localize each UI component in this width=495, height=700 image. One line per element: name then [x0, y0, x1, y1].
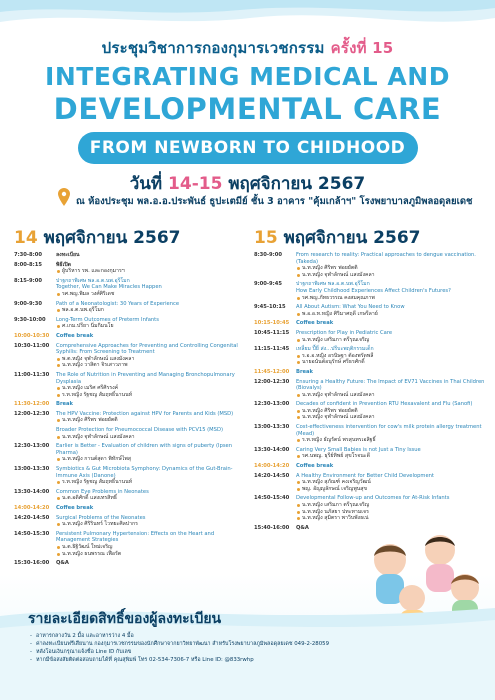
header: [0, 36, 495, 197]
edition-label: ครั้งที่ 15: [330, 39, 394, 57]
schedule-row: [14, 411, 246, 424]
speaker: ศ.เกม.ปรียา นิ่มกิมนโย: [56, 323, 246, 330]
session-time: 12:00-12:30: [254, 378, 290, 385]
session-time: 15:40-16:00: [254, 524, 290, 531]
session-time: 10:30-11:00: [14, 342, 50, 349]
session-content: [296, 369, 486, 376]
footer: [0, 598, 495, 700]
session-content: [296, 252, 486, 278]
speaker: รศ.พญ.พิมล วงศ์ศิริเดช: [56, 291, 246, 298]
speaker: น.ท.หญิง ศิริพร พ่อยยัตติ: [296, 408, 486, 415]
speaker: น.ท.หญิง เสริมภา ตรีรุณเจริญ: [296, 337, 486, 344]
session-time: 14:00-14:20: [254, 463, 290, 470]
schedule-row: [14, 343, 246, 369]
day1-month: พฤศจิกายน 2567: [43, 228, 181, 248]
schedule-row: [254, 330, 486, 343]
session-title: Long-Term Outcomes of Preterm Infants: [56, 316, 159, 323]
session-content: [56, 531, 246, 557]
session-title: Persistent Pulmonary Hypertension: Effects on the Heart and Management Strategies: [56, 530, 215, 544]
session-content: [296, 379, 486, 399]
session-title: Break: [296, 368, 313, 375]
speaker: น.ท.หญิง ศิริพร พ่อยยัตติ: [56, 417, 246, 424]
session-content: [56, 466, 246, 486]
session-title: The HPV Vaccine: Protection against HPV for Parents and Kids (MSD): [56, 410, 234, 417]
schedule-row: [254, 424, 486, 444]
speaker: นายอนันต์อนุรักษ์ ศรีธรศักดิ์: [296, 359, 486, 366]
speaker: น.ท.หญิง จุฬาลักษณ์ แสงมังคลา: [296, 392, 486, 399]
speaker: น.ต.อดิศักดิ์ แสงเทรสิทธิ์: [56, 495, 246, 502]
session-content: [56, 252, 246, 259]
session-title: Symbiotics & Gut Microbiota Symphony: Dynamics of the Gut-Brain-Immune Axis (Danone): [56, 466, 233, 479]
session-subtitle: Together, We Can Make Miracles Happen: [56, 284, 162, 291]
session-time: 11:00-11:30: [14, 371, 50, 378]
session-title: Coffee break: [296, 463, 334, 470]
session-content: [56, 278, 246, 298]
session-content: [56, 262, 246, 275]
session-title: Prescription for Play in Pediatric Care: [296, 329, 393, 336]
session-content: [56, 343, 246, 369]
session-time: 13:30-14:00: [254, 446, 290, 453]
schedule-row: [254, 281, 486, 301]
session-content: [56, 443, 246, 463]
schedule-row: [254, 346, 486, 366]
break-row: [14, 505, 246, 512]
speaker: รศ.นพญ. ธุรีย์ทิพย์ สุขโรจนะดี: [296, 453, 486, 460]
session-content: [296, 473, 486, 493]
session-title: Decades of confident in Prevention RTU Hexavalent and Flu (Sanofi): [296, 401, 473, 408]
speaker: น.ท.หญิง จุฬาลักษณ์ แสงมังคลา: [296, 414, 486, 421]
session-title: Coffee break: [296, 320, 334, 327]
speaker: น.ท.หญิง เมริศ ศรีศิรรงค์: [56, 385, 246, 392]
session-time: 12:30-13:00: [254, 401, 290, 408]
session-time: 9:45-10:15: [254, 304, 286, 311]
schedule-row: [14, 466, 246, 486]
session-time: 9:00-9:30: [14, 300, 42, 307]
day2-list: [254, 252, 486, 534]
session-title: เหลี่ยม ปี้ยี่ ส่ง...ปรีบะพฤติกรรมเด็ก: [296, 346, 374, 353]
schedule-row: [254, 447, 486, 460]
subtitle-pill: FROM NEWBORN TO CHIDHOOD: [78, 132, 418, 164]
schedule-row: [254, 495, 486, 521]
session-time: 8:00-8:15: [14, 261, 42, 268]
date-days: 14-15: [168, 174, 223, 194]
day1-number: 14: [14, 228, 38, 248]
session-time: 10:45-11:15: [254, 329, 290, 336]
speaker: ร.ท.หญิง ธัญรัตน์ พรสุนทรเอสิฐธิ์: [296, 437, 486, 444]
session-time: 13:00-13:30: [14, 466, 50, 473]
session-time: 10:00-10:30: [14, 332, 50, 339]
break-row: [14, 401, 246, 408]
main-title-line2: DEVELOPMENTAL CARE: [53, 92, 442, 126]
speaker: ผู้บริหาร รพ. และกองกุมารฯ: [56, 268, 246, 275]
session-time: 14:20-14:50: [254, 472, 290, 479]
session-content: [56, 372, 246, 398]
session-time: 14:50-15:40: [254, 495, 290, 502]
session-time: 15:30-16:00: [14, 560, 50, 567]
session-title: Earlier is Better - Evaluation of children with signs of puberty (Ipsen Pharma): [56, 443, 233, 456]
session-content: [296, 304, 486, 317]
session-title: พิธีเปิด: [56, 261, 72, 268]
speaker: ร.อ.อ.หญิง อรนิษฐา ต้องพรัดพลี: [296, 353, 486, 360]
session-time: 13:00-13:30: [254, 424, 290, 431]
session-content: [296, 401, 486, 421]
session-content: [56, 427, 246, 440]
speaker: น.ต.ธิฐิวัฒน์ ใหม่เจริญ: [56, 544, 246, 551]
speaker: น.ท.หญิง วาสิตา จิรเสาวภาพ: [56, 362, 246, 369]
session-title: Path of a Neonatologist: 30 Years of Experience: [56, 300, 180, 307]
session-content: [296, 424, 486, 444]
session-time: 7:30-8:00: [14, 252, 42, 258]
speaker: น.ท.หญิง จุฬาลักษณ์ แสงมังคลา: [296, 272, 486, 279]
session-title: Comprehensive Approaches for Preventing and Controlling Congenital Syphilis: From Screening to Treatment: [56, 342, 238, 356]
session-content: [296, 320, 486, 327]
session-time: 11:45-12:00: [254, 368, 290, 375]
schedule-row: [14, 301, 246, 314]
session-content: [56, 515, 246, 528]
session-title: A Healthy Environment for Better Child Development: [296, 472, 434, 479]
row-gap: [14, 567, 246, 570]
day1-heading: [14, 228, 246, 248]
session-time: 9:00-9:45: [254, 281, 282, 288]
session-title: From research to reality: Practical approaches to dengue vaccination. (Takeda): [296, 252, 476, 265]
session-title: Broader Protection for Pneumococcal Disease with PCV15 (MSD): [56, 427, 223, 434]
session-title: ลงทะเบียน: [56, 252, 80, 258]
session-title: Developmental Follow-up and Outcomes for At-Risk Infants: [296, 495, 450, 502]
footer-title: รายละเอียดสิทธิ์ของผู้ลงทะเบียน: [28, 611, 222, 627]
speaker: พญ. อัญญูลักษณ์ เจริญพูนสุข: [296, 486, 486, 493]
session-title: Caring Very Small Babies is not Just a Tiny Issue: [296, 446, 421, 453]
speaker: พ.อ.อ.ท.หญิง ศิริมาศฤดี เกษรีลาย์: [296, 311, 486, 318]
date-month-year: พฤศจิกายน 2567: [228, 174, 366, 194]
conference-title-thai: [0, 36, 495, 60]
session-time: 8:30-9:00: [254, 252, 282, 258]
schedule-row: [14, 317, 246, 330]
session-subtitle: How Early Childhood Experiences Affect Children's Futures?: [296, 287, 451, 294]
speaker: รศ.พญ.ภัทธวรรณ คงสมคุณภาพ: [296, 295, 486, 302]
session-content: [56, 411, 246, 424]
speaker: พ.ต.หญิง จุฬาลักษณ์ แสงมังคลา: [56, 356, 246, 363]
schedule-row: [14, 372, 246, 398]
session-title: All About Autism: What You Need to Know: [296, 304, 405, 311]
session-time: 14:20-14:50: [14, 514, 50, 521]
session-title: Ensuring a Healthy Future: The Impact of EV71 Vaccines in Thai Children (Biovalys): [296, 378, 485, 392]
session-time: 9:30-10:00: [14, 316, 46, 323]
speaker: น.ท.หญิง จุฬาลักษณ์ แสงมังคลา: [56, 434, 246, 441]
schedule-row: [254, 252, 486, 278]
session-content: [296, 495, 486, 521]
session-content: [56, 317, 246, 330]
session-title: Coffee break: [56, 505, 94, 511]
session-time: 11:30-12:00: [14, 401, 50, 408]
schedule-row: [14, 560, 246, 567]
speaker: น.ท.หญิง นภัสยา ปทะทามเจร: [296, 509, 486, 516]
session-time: 12:30-13:00: [14, 443, 50, 450]
session-title: ปาฐกถาพิเศษ พล.อ.ต.นพ.อุรีโมก: [56, 277, 130, 284]
footer-line: - อาหารกลางวัน 2 มื้อ และอาหารว่าง 4 มื้อ: [30, 632, 450, 640]
schedule-row: [254, 304, 486, 317]
schedule-row: [14, 489, 246, 502]
schedule-row: [254, 473, 486, 493]
schedule-row: [14, 443, 246, 463]
day2-schedule: [254, 228, 486, 534]
footer-details: [30, 632, 450, 664]
session-time: 13:30-14:00: [14, 488, 50, 495]
session-time: 14:50-15:30: [14, 530, 50, 537]
speaker: น.ท.หญิง ศิริรินทร์ ไวทยะศิลปากร: [56, 521, 246, 528]
schedule-row: [14, 427, 246, 440]
session-time: 10:15-10:45: [254, 320, 290, 327]
venue-text: ณ ห้องประชุม พล.อ.อ.ประพันธ์ ธูปะเตมีย์ ชั้น 3 อาคาร "คุ้มเกล้าฯ" โรงพยาบาลภูมิพลอดุลยเดช: [76, 196, 473, 207]
main-title-line1: INTEGRATING MEDICAL AND: [45, 62, 450, 91]
conference-name: ประชุมวิชาการกองกุมารเวชกรรม: [101, 39, 325, 57]
schedule-row: [254, 401, 486, 421]
session-content: [56, 333, 246, 340]
schedule-row: [14, 531, 246, 557]
session-title: Coffee break: [56, 332, 94, 339]
speaker: น.ท.หญิง สุภัณฑ์ คงเจริญวัฒน์: [296, 479, 486, 486]
venue: [58, 190, 488, 214]
session-title: Q&A: [56, 560, 69, 567]
day1-list: [14, 252, 246, 570]
speaker: ร.ท.หญิง รัฐชญ สัมฤทธิ์นานนท์: [56, 392, 246, 399]
speaker: น.ท.หญิง สุมิตรา พาวิบพังธเน่: [296, 515, 486, 522]
session-content: [296, 330, 486, 343]
session-time: 12:00-12:30: [14, 410, 50, 417]
break-row: [254, 463, 486, 470]
day2-number: 15: [254, 228, 278, 248]
speaker: น.ท.หญิง เสริมภา ตรีรุณเจริญ: [296, 502, 486, 509]
session-title: Common Eye Problems in Neonates: [56, 488, 149, 495]
session-content: [296, 281, 486, 301]
session-time: 11:15-11:45: [254, 346, 290, 353]
schedule-row: [14, 252, 246, 259]
footer-line: - หลังโอนเงินกรุณาแจ้งชื่อ Line ID กับเลข: [30, 648, 450, 656]
date-prefix: วันที่: [129, 174, 163, 194]
session-content: [296, 447, 486, 460]
session-content: [56, 560, 246, 567]
session-content: [56, 301, 246, 314]
footer-line: - หากมีข้อสงสัยติดต่อสอบถามได้ที่ คุณสุพิมพ์ โทร 02-534-7306-7 หรือ Line ID: @833rwhp: [30, 656, 450, 664]
session-title: Break: [56, 401, 73, 408]
session-content: [296, 463, 486, 470]
session-time: [14, 427, 56, 440]
day2-heading: [254, 228, 486, 248]
session-time: 8:15-9:00: [14, 277, 42, 284]
session-title: Q&A: [296, 524, 309, 531]
speaker: น.ท.หญิง กานต์สุดา พิทักษ์ไพสุ: [56, 456, 246, 463]
session-title: Cost-effectiveness intervention for cow's milk protein allergy treatment (Mead): [296, 424, 482, 437]
speaker: ร.ท.หญิง รัฐชญ สัมฤทธิ์นานนท์: [56, 479, 246, 486]
header-decoration: [0, 0, 495, 40]
footer-line: - ค่าลงทะเบียนฟรีเสียนาน กองกุมารเวชกรรมของนักศึกษาจากยาวิทยาพัฒนา สำหรับโรงพยาบาลภูมิพลอดุลยเดช 049-2-28059: [30, 640, 450, 648]
schedule-row: [14, 278, 246, 298]
speaker: น.ท.หญิง ธนพรรณ เฟือรัต: [56, 551, 246, 558]
session-content: [56, 505, 246, 512]
session-title: ปาฐกถาพิเศษ พล.อ.ต.นพ.อุรีโมก: [296, 281, 370, 288]
day2-month: พฤศจิกายน 2567: [283, 228, 421, 248]
schedule-row: [254, 379, 486, 399]
speaker: พล.อ.ต.นพ.อุรีโมก: [56, 307, 246, 314]
session-title: Surgical Problems of the Neonates: [56, 514, 146, 521]
session-title: The Role of Nutrition in Preventing and Managing Bronchopulmonary Dysplasia: [56, 371, 235, 385]
schedule-row: [14, 262, 246, 275]
session-time: 14:00-14:20: [14, 505, 50, 511]
break-row: [254, 369, 486, 376]
break-row: [254, 320, 486, 327]
session-content: [56, 489, 246, 502]
day1-schedule: [14, 228, 246, 570]
session-content: [296, 346, 486, 366]
schedule-row: [14, 515, 246, 528]
session-content: [56, 401, 246, 408]
speaker: น.ท.หญิง ศิริพร พ่อยยัตติ: [296, 265, 486, 272]
break-row: [14, 333, 246, 340]
